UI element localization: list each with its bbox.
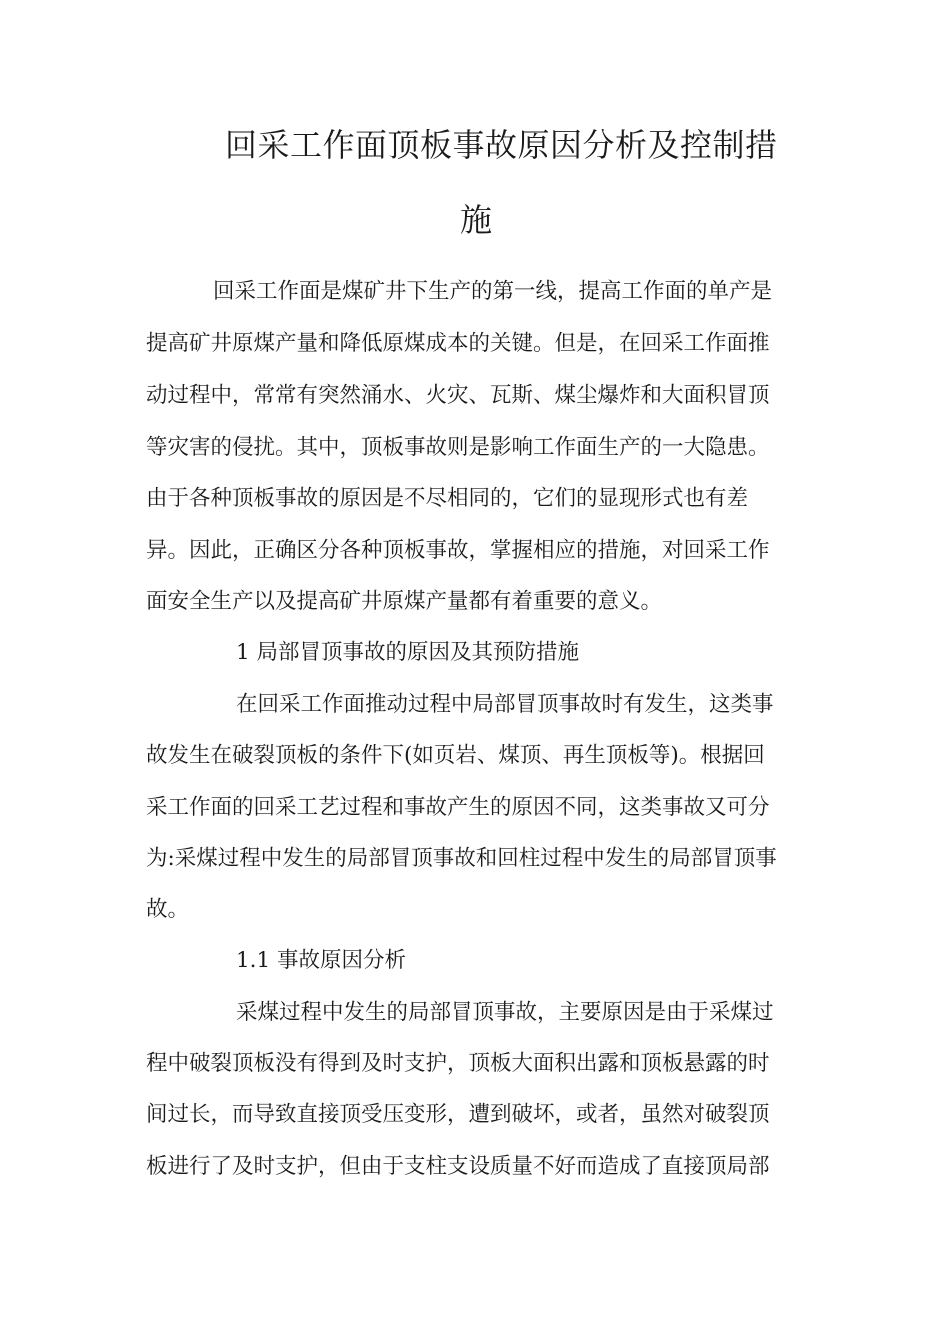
- subsection-heading: 1.1 事故原因分析: [236, 948, 407, 973]
- paragraph-line: 异。因此，正确区分各种顶板事故，掌握相应的措施，对回采工作: [146, 538, 770, 563]
- paragraph-line: 回采工作面是煤矿井下生产的第一线，提高工作面的单产是: [213, 279, 773, 304]
- section-heading: 1 局部冒顶事故的原因及其预防措施: [236, 640, 580, 665]
- paragraph-line: 面安全生产以及提高矿井原煤产量都有着重要的意义。: [146, 589, 663, 614]
- paragraph-line: 为:采煤过程中发生的局部冒顶事故和回柱过程中发生的局部冒顶事: [146, 846, 777, 871]
- paragraph-line: 故。: [146, 897, 190, 922]
- paragraph-line: 提高矿井原煤产量和降低原煤成本的关键。但是，在回采工作面推: [146, 331, 770, 356]
- paragraph-line: 等灾害的侵扰。其中，顶板事故则是影响工作面生产的一大隐患。: [146, 435, 770, 460]
- paragraph-line: 板进行了及时支护，但由于支柱支设质量不好而造成了直接顶局部: [146, 1154, 770, 1179]
- paragraph-line: 程中破裂顶板没有得到及时支护，顶板大面积出露和顶板悬露的时: [146, 1051, 770, 1076]
- paragraph-line: 故发生在破裂顶板的条件下(如页岩、煤顶、再生顶板等)。根据回: [146, 743, 765, 768]
- paragraph-line: 由于各种顶板事故的原因是不尽相同的，它们的显现形式也有差: [146, 486, 749, 511]
- paragraph-line: 动过程中，常常有突然涌水、火灾、瓦斯、煤尘爆炸和大面积冒顶: [146, 383, 770, 408]
- paragraph-line: 在回采工作面推动过程中局部冒顶事故时有发生，这类事: [236, 692, 774, 717]
- paragraph-line: 采工作面的回采工艺过程和事故产生的原因不同，这类事故又可分: [146, 795, 770, 820]
- document-title-line-1: 回采工作面顶板事故原因分析及控制措: [225, 126, 778, 164]
- paragraph-line: 间过长，而导致直接顶受压变形，遭到破坏，或者，虽然对破裂顶: [146, 1102, 770, 1127]
- paragraph-line: 采煤过程中发生的局部冒顶事故，主要原因是由于采煤过: [236, 1000, 774, 1025]
- document-title-line-2: 施: [460, 201, 493, 239]
